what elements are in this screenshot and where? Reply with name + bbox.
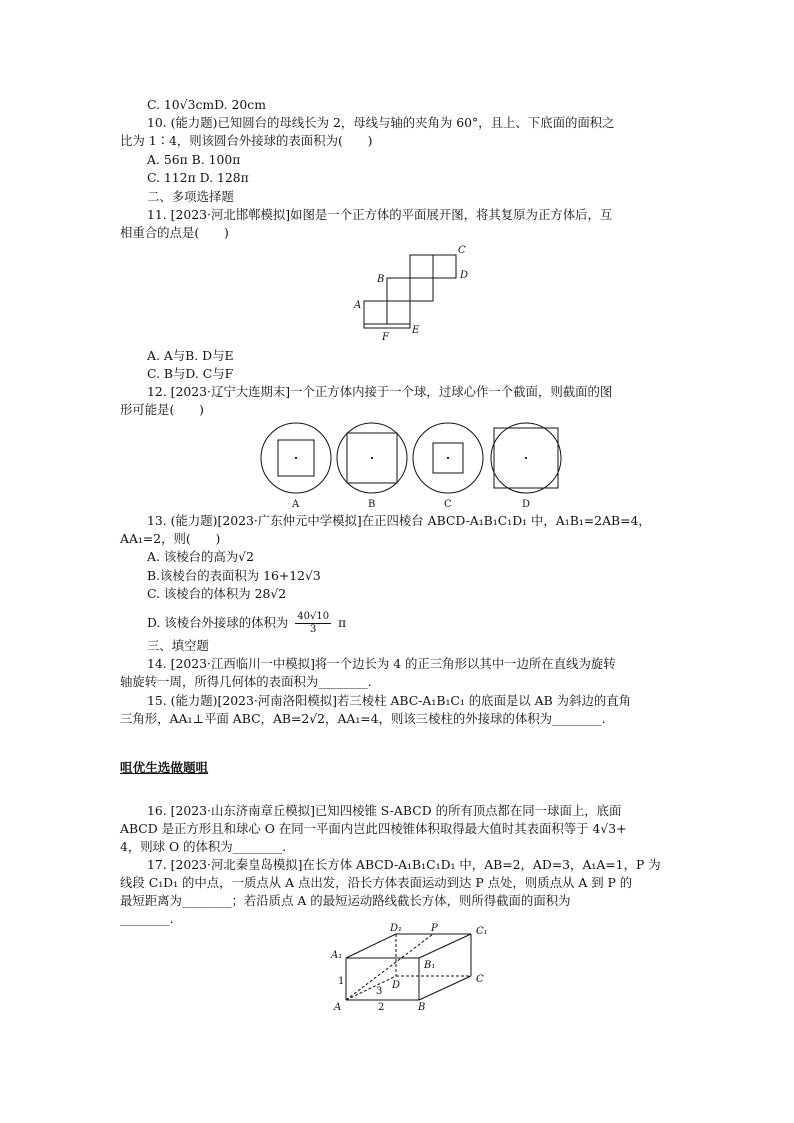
cuboid-length-1: 1 [338,976,345,987]
q13-option-b: B.该棱台的表面积为 16+12√3 [147,568,321,583]
q17-stem-line2: 线段 C₁D₁ 的中点，一质点从 A 点出发，沿长方体表面运动到达 P 点处，则质点从 A 到 P 的 [120,875,633,890]
cuboid-length-2: 2 [378,1002,385,1013]
fraction-numerator: 40√10 [297,611,330,622]
q16-stem-line2: ABCD 是正方形且和球心 O 在同一平面内岂此四棱锥体积取得最大值时其表面积等于 4√3+ [120,821,627,836]
net-label-e: E [412,325,420,336]
cube-net-figure [345,242,475,346]
section-title-advanced: 咀优生选做题咀 [120,760,209,775]
sphere-sections-figure [255,418,575,512]
q17-stem-line1: 17. [2023·河北秦皇岛模拟]在长方体 ABCD-A₁B₁C₁D₁ 中，AB=2，AD=3，A₁A=1，P 为 [147,857,661,872]
q15-stem-line2: 三角形，AA₁⊥平面 ABC，AB=2√2，AA₁=4，则该三棱柱的外接球的体积为________. [120,711,606,726]
section-label-a: A [292,499,300,510]
cuboid-length-3: 3 [376,986,383,997]
net-label-d: D [460,270,469,281]
section-label-b: B [368,499,376,510]
section-multiple-choice: 二、多项选择题 [147,189,234,204]
q9-option-cd: C. 10√3cmD. 20cm [147,97,266,112]
q11-stem-line2: 相重合的点是( ) [120,225,229,240]
q13-stem-line2: AA₁=2，则( ) [120,531,221,546]
cuboid-figure [328,922,498,1014]
q10-option-ab: A. 56π B. 100π [147,152,241,167]
q17-stem-line4: ________. [120,911,174,926]
q13-option-d [147,611,346,636]
cuboid-label-a1: A₁ [331,950,343,961]
q13-stem-line1: 13. (能力题)[2023·广东仲元中学模拟]在正四棱台 ABCD-A₁B₁C₁D₁ 中，A₁B₁=2AB=4， [147,513,651,528]
q10-option-cd: C. 112π D. 128π [147,170,249,185]
section-label-d: D [522,499,531,510]
q10-stem-line2: 比为 1∶4，则该圆台外接球的表面积为( ) [120,133,373,148]
q13-option-a: A. 该棱台的高为√2 [147,549,254,564]
q13-option-c: C. 该棱台的体积为 28√2 [147,586,287,601]
q10-stem-line1: 10. (能力题)已知圆台的母线长为 2，母线与轴的夹角为 60°，且上、下底面的面积之 [147,115,615,130]
q16-stem-line1: 16. [2023·山东济南章丘模拟]已知四棱锥 S-ABCD 的所有顶点都在同一球面上，底面 [147,803,622,818]
q11-option-cd: C. B与D. C与F [147,366,234,381]
cuboid-label-d: D [392,980,401,991]
net-label-f: F [382,332,389,343]
cuboid-label-a: A [334,1002,342,1013]
q12-stem-line1: 12. [2023·辽宁大连期末]一个正方体内接于一个球，过球心作一个截面，则截面的图 [147,384,613,399]
cuboid-label-d1: D₁ [390,923,403,934]
cuboid-label-c: C [476,974,484,985]
q15-stem-line1: 15. (能力题)[2023·河南洛阳模拟]若三棱柱 ABC-A₁B₁C₁ 的底面是以 AB 为斜边的直角 [147,693,632,708]
q17-stem-line3: 最短距离为________；若沿质点 A 的最短运动路线截长方体，则所得截面的面积为 [120,893,571,908]
section-fill-in: 三、填空题 [147,638,209,653]
net-label-a: A [354,300,362,311]
q12-stem-line2: 形可能是( ) [120,402,205,417]
q14-stem-line2: 轴旋转一周，所得几何体的表面积为________. [120,674,372,689]
q13-option-d-suffix: π [338,615,347,630]
section-label-c: C [444,499,452,510]
cuboid-label-b1: B₁ [424,960,436,971]
q13-option-d-prefix: D. 该棱台外接球的体积为 [147,615,289,630]
q11-stem-line1: 11. [2023·河北邯郸模拟]如图是一个正方体的平面展开图，将其复原为正方体后，互 [147,207,613,222]
cuboid-label-b: B [418,1002,426,1013]
fraction [295,611,331,636]
q11-option-ab: A. A与B. D与E [147,348,234,363]
cuboid-label-p: P [431,923,438,934]
q14-stem-line1: 14. [2023·江西临川一中模拟]将一个边长为 4 的正三角形以其中一边所在直线为旋转 [147,656,616,671]
net-label-c: C [458,245,466,256]
fraction-denominator: 3 [309,624,317,635]
cuboid-label-c1: C₁ [476,926,488,937]
q16-stem-line3: 4，则球 O 的体积为________. [120,839,287,854]
net-label-b: B [377,274,385,285]
